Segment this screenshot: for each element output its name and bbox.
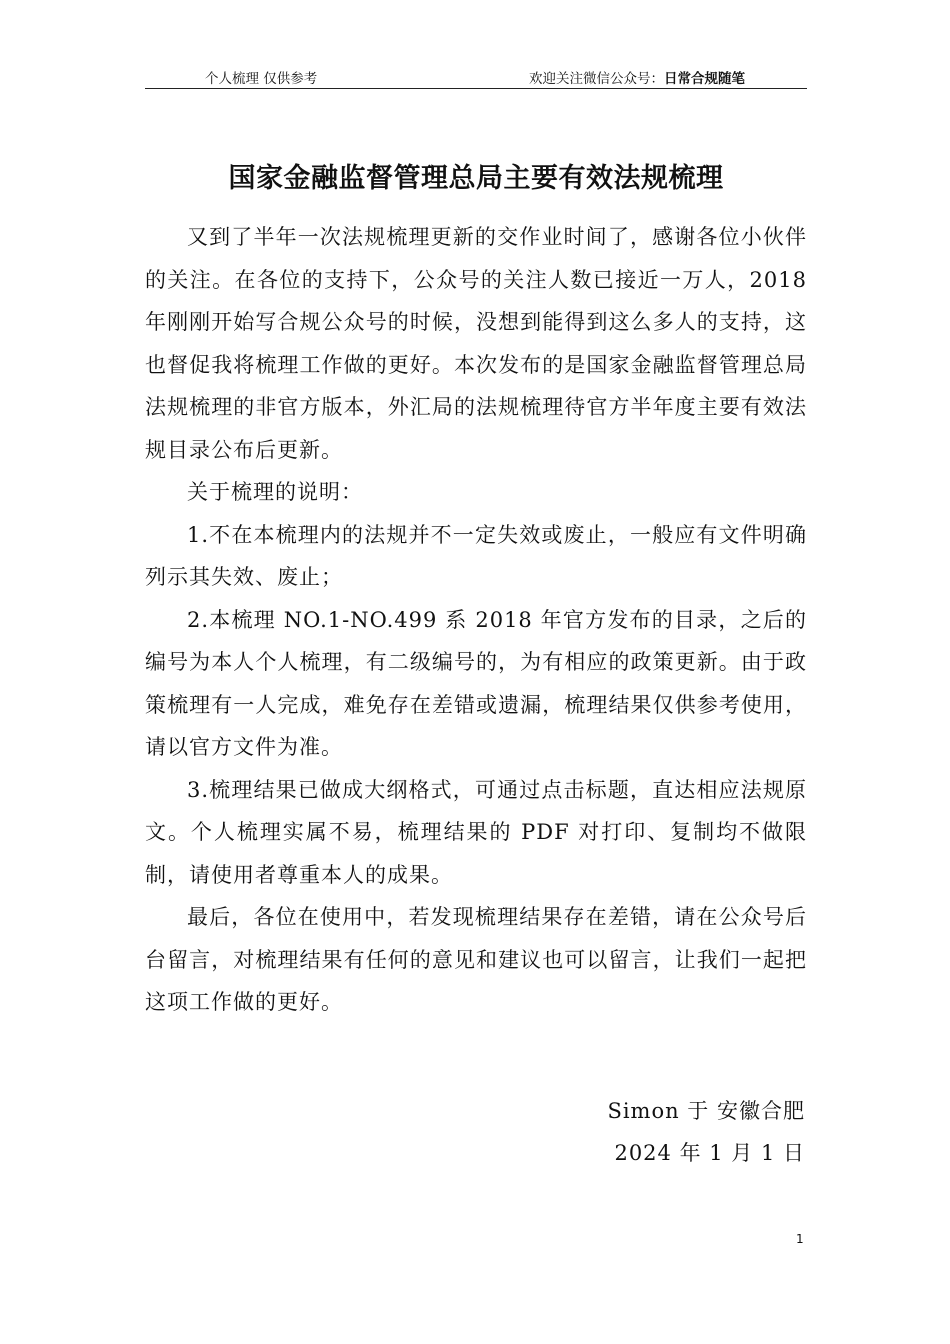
paragraph-note-2: 2.本梳理 NO.1-NO.499 系 2018 年官方发布的目录，之后的编号为本人个人梳理，有二级编号的，为有相应的政策更新。由于政策梳理有一人完成，难免存在差错或遗漏，梳理结果仅供参考使用，请以官方文件为准。 [145,607,807,759]
paragraph-notes-heading: 关于梳理的说明： [187,480,363,504]
paragraph-note-1: 1.不在本梳理内的法规并不一定失效或废止，一般应有文件明确列示其失效、废止； [145,522,807,589]
page-number: 1 [796,1232,804,1246]
header-left-text: 个人梳理 仅供参考 [205,71,318,87]
signature-block [607,1090,805,1174]
header-account-name: 日常合规随笔 [664,71,745,87]
document-body [145,216,807,1024]
paragraph-closing: 最后，各位在使用中，若发现梳理结果存在差错，请在公众号后台留言，对梳理结果有任何的意见和建议也可以留言，让我们一起把这项工作做的更好。 [145,905,807,1014]
paragraph-note-3: 3.梳理结果已做成大纲格式，可通过点击标题，直达相应法规原文。个人梳理实属不易，梳理结果的 PDF 对打印、复制均不做限制，请使用者尊重本人的成果。 [145,777,807,887]
header-right-text [529,67,745,87]
signature-author: Simon 于 安徽合肥 [607,1099,805,1123]
header-right-prefix: 欢迎关注微信公众号： [529,71,664,87]
page-header [145,64,807,89]
document-title: 国家金融监督管理总局主要有效法规梳理 [228,163,724,194]
paragraph-intro: 又到了半年一次法规梳理更新的交作业时间了，感谢各位小伙伴的关注。在各位的支持下，公众号的关注人数已接近一万人，2018 年刚刚开始写合规公众号的时候，没想到能得到这么多人的支持，这也督促我将梳理工作做的更好。本次发布的是国家金融监督管理总局法规梳理的非官方版本，外汇局的法规梳理待官方半年度主要有效法规目录公布后更新。 [145,225,807,462]
signature-date: 2024 年 1 月 1 日 [614,1141,805,1165]
